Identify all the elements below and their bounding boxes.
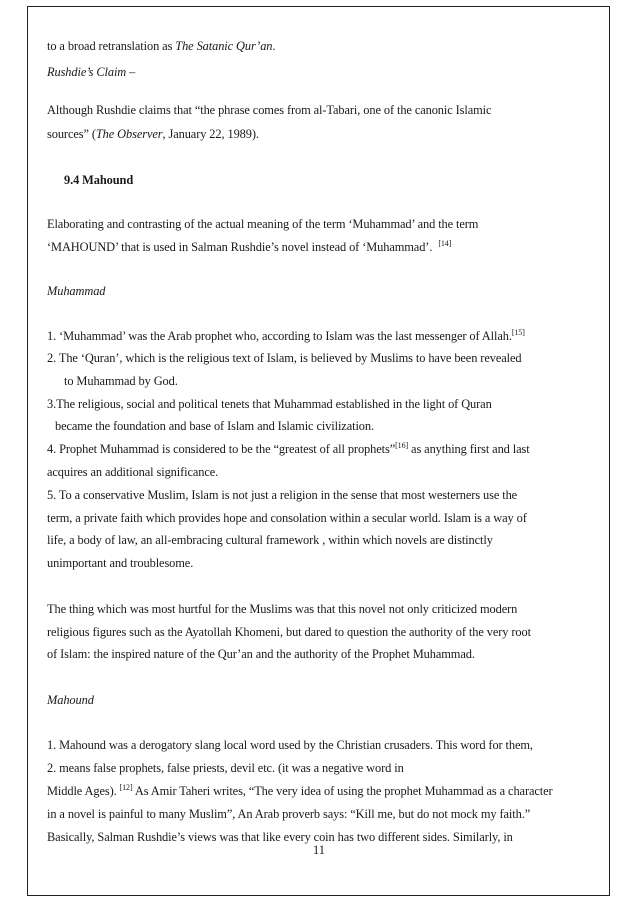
text-line: unimportant and troublesome. [47,556,194,570]
text-span: to a broad retranslation as [47,39,176,53]
citation-ref: [14] [438,239,452,248]
text-line: Basically, Salman Rushdie’s views was that like every coin has two different sides. Similarly, in [47,830,513,844]
text-line: religious figures such as the Ayatollah Khomeni, but dared to question the authority of the very root [47,625,531,639]
text-line [47,784,553,799]
citation-ref: [16] [395,441,409,450]
page-number: 11 [313,843,325,857]
text-span: as anything first and last [408,442,530,456]
text-line: of Islam: the inspired nature of the Qur’an and the authority of the Prophet Muhammad. [47,647,475,661]
text-span: , January 22, 1989). [162,127,259,141]
text-line [47,39,275,54]
text-span: . [272,39,276,53]
text-line: 2. The ‘Quran’, which is the religious text of Islam, is believed by Muslims to have been revealed [47,351,522,365]
heading-text: 9.4 Mahound [64,173,134,187]
text-line: 5. To a conservative Muslim, Islam is not just a religion in the sense that most westerners use the [47,488,518,502]
text-line: life, a body of law, an all-embracing cultural framework , within which novels are distinctly [47,533,493,547]
section-label [47,65,135,80]
text-span: 4. Prophet Muhammad is considered to be the “greatest of all prophets” [47,442,396,456]
text-line: The thing which was most hurtful for the Muslims was that this novel not only criticized modern [47,602,518,616]
text-line: became the foundation and base of Islam and Islamic civilization. [55,419,374,433]
text-line: to Muhammad by God. [64,374,178,388]
subheading [47,284,105,299]
text-line: term, a private faith which provides hope and consolation within a secular world. Islam is a way of [47,511,527,525]
text-span: ‘MAHOUND’ that is used in Salman Rushdie’s novel instead of ‘Muhammad’. [47,240,433,254]
text-line [47,442,530,457]
text-line [47,127,259,142]
italic-label: Rushdie’s Claim – [47,65,136,79]
subheading [47,693,94,708]
citation-ref: [12] [119,783,133,792]
book-title: The Satanic Qur’an [175,39,273,53]
subheading-text: Muhammad [47,284,106,298]
text-line: 2. means false prophets, false priests, devil etc. (it was a negative word in [47,761,404,775]
text-line [47,240,451,255]
text-span: Middle Ages). [47,784,120,798]
text-line [47,329,525,344]
text-line: Elaborating and contrasting of the actual meaning of the term ‘Muhammad’ and the term [47,217,479,231]
section-heading [64,173,133,188]
text-span: 1. ‘Muhammad’ was the Arab prophet who, according to Islam was the last messenger of Allah. [47,329,512,343]
text-line: Although Rushdie claims that “the phrase comes from al-Tabari, one of the canonic Islamic [47,103,492,117]
text-line: 1. Mahound was a derogatory slang local word used by the Christian crusaders. This word for them, [47,738,533,752]
subheading-text: Mahound [47,693,94,707]
text-span: As Amir Taheri writes, “The very idea of using the prophet Muhammad as a character [132,784,553,798]
text-span: sources” ( [47,127,96,141]
text-line: acquires an additional significance. [47,465,219,479]
citation-ref: [15] [511,328,525,337]
text-line: 3.The religious, social and political tenets that Muhammad established in the light of Quran [47,397,492,411]
text-line: in a novel is painful to many Muslim”, An Arab proverb says: “Kill me, but do not mock my faith.” [47,807,531,821]
source-title: The Observer [95,127,163,141]
